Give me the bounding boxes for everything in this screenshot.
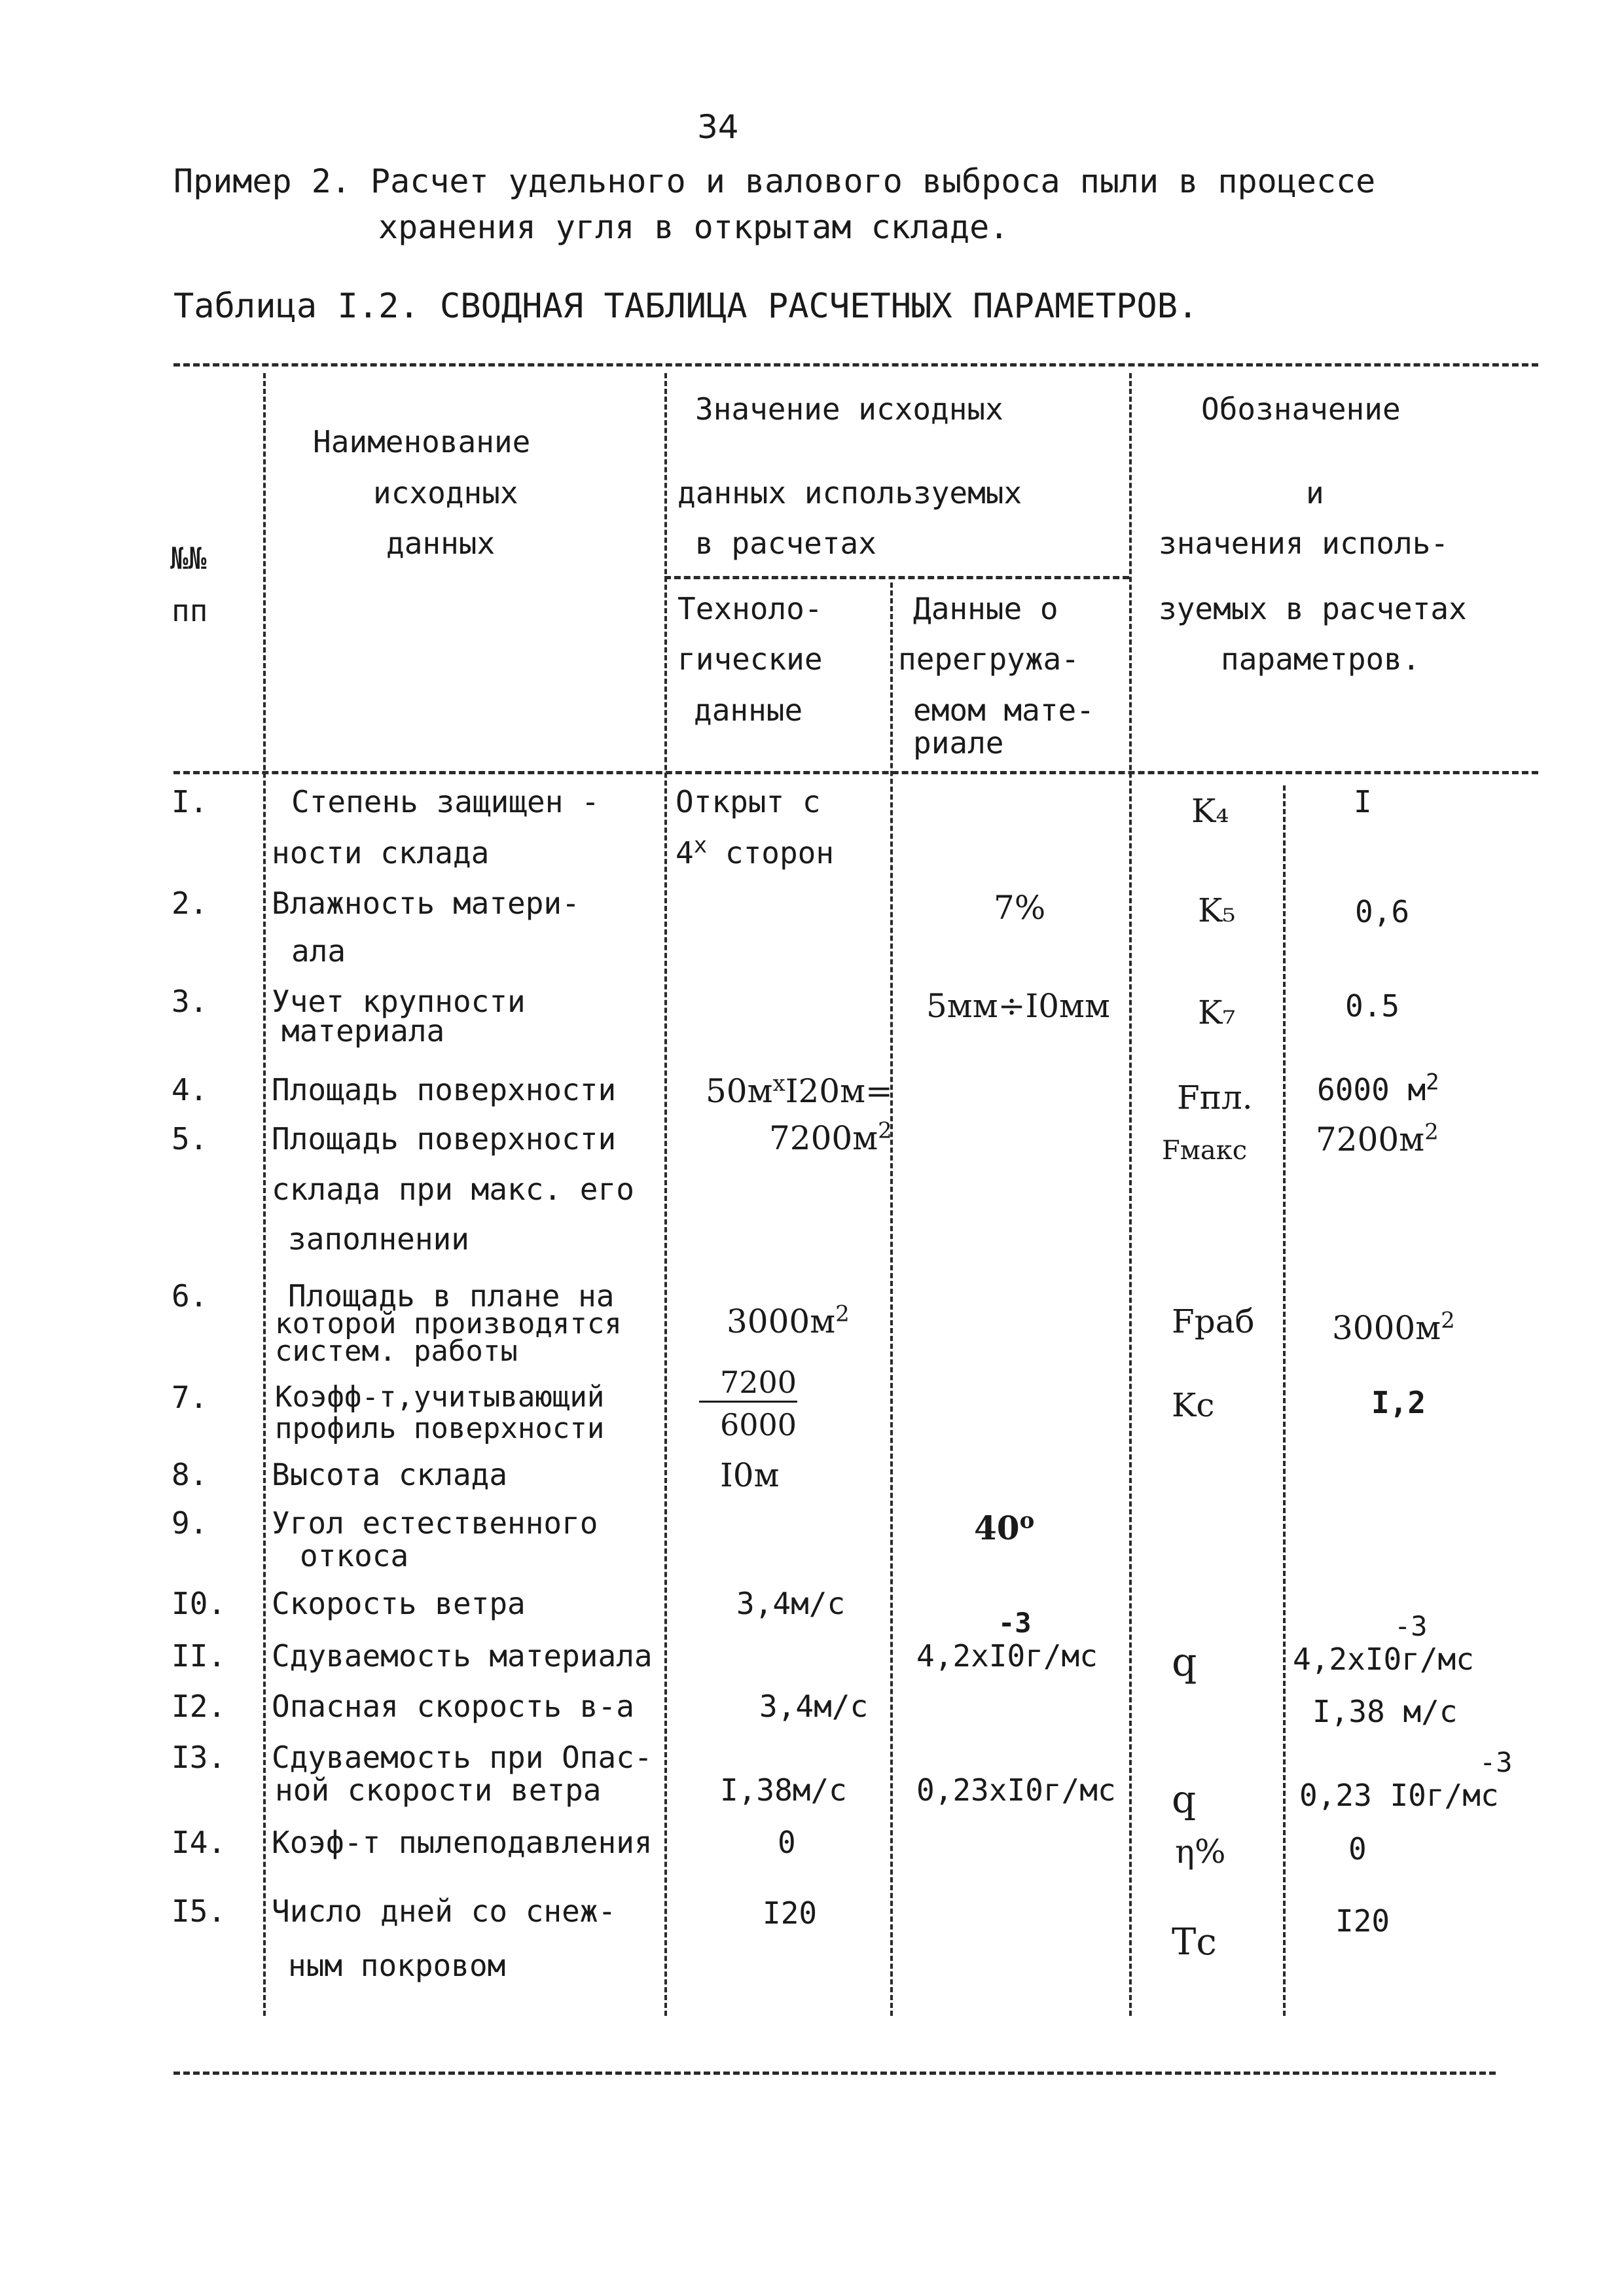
- row-1-symbol: K₄: [1191, 792, 1229, 830]
- header-subdivider-rule: [664, 576, 1129, 579]
- row-2-symbol: K₅: [1198, 891, 1236, 929]
- row-9-name-line-1: Угол естественного: [272, 1505, 598, 1541]
- row-7-name-line-1: Коэфф-т,учитывающий: [275, 1380, 605, 1414]
- row-15-name-line-1: Число дней со снеж-: [272, 1893, 617, 1929]
- row-15-tech: I20: [763, 1895, 818, 1931]
- table-top-rule: [173, 363, 1538, 367]
- row-6-name-line-3: систем. работы: [275, 1335, 518, 1368]
- header-name-1: Наименование: [313, 424, 531, 459]
- row-3-symbol: K₇: [1198, 994, 1236, 1031]
- header-tech-1: Техноло-: [677, 591, 823, 626]
- page-number: 34: [697, 108, 739, 146]
- row-4-symbol: Fпл.: [1177, 1079, 1253, 1117]
- row-2-value: 0,6: [1355, 894, 1410, 929]
- row-14-number: I4.: [171, 1825, 226, 1860]
- row-4-name-line-1: Площадь поверхности: [272, 1072, 617, 1107]
- row-11-material-exponent: -3: [998, 1607, 1032, 1639]
- row-2-material: 7%: [994, 889, 1046, 927]
- example-heading-line-2: хранения угля в открытам складе.: [378, 208, 1009, 246]
- row-2-number: 2.: [171, 886, 208, 921]
- row-10-number: I0.: [171, 1586, 226, 1621]
- row-13-name-line-2: ной скорости ветра: [275, 1772, 602, 1808]
- row-2-name-line-2: ала: [291, 933, 346, 969]
- row-7-value: I,2: [1371, 1385, 1426, 1420]
- row-14-name-line-1: Коэф-т пылеподавления: [272, 1825, 653, 1860]
- row-13-symbol: q: [1172, 1777, 1197, 1821]
- row-3-number: 3.: [171, 984, 208, 1019]
- row-11-symbol: q: [1172, 1640, 1197, 1685]
- header-num-2: пп: [171, 593, 208, 628]
- row-2-name-line-1: Влажность матери-: [272, 886, 580, 921]
- row-7-name-line-2: профиль поверхности: [275, 1412, 605, 1445]
- header-designation-5: параметров.: [1221, 641, 1420, 677]
- header-bottom-rule: [173, 771, 1538, 774]
- row-5-value: $7200м^2$: [1316, 1119, 1439, 1158]
- row-15-symbol: Tс: [1172, 1921, 1217, 1964]
- row-11-value: 4,2хI0г/мс: [1293, 1641, 1474, 1677]
- row-13-value: 0,23 I0г/мс: [1299, 1778, 1499, 1813]
- row-5-symbol: Fмакс: [1162, 1136, 1248, 1166]
- row-10-tech: 3,4м/с: [736, 1586, 846, 1621]
- row-4-tech: $50м^хI20м=$: [706, 1070, 893, 1110]
- row-8-name-line-1: Высота склада: [272, 1457, 508, 1492]
- column-separator-5: [1283, 785, 1286, 2016]
- column-separator-1: [263, 373, 266, 2016]
- row-6-number: 6.: [171, 1278, 208, 1314]
- row-11-name-line-1: Сдуваемость материала: [272, 1638, 653, 1674]
- header-tech-3: данные: [694, 692, 803, 728]
- row-3-value: 0.5: [1345, 988, 1400, 1024]
- row-1-number: I.: [171, 784, 208, 819]
- row-11-value-exponent: -3: [1394, 1610, 1428, 1642]
- row-6-name-line-1: Площадь в плане на: [288, 1278, 615, 1314]
- row-6-value: $3000м^2$: [1332, 1307, 1455, 1347]
- row-15-number: I5.: [171, 1893, 226, 1929]
- table-bottom-rule: [173, 2072, 1496, 2075]
- header-designation-2: и: [1306, 475, 1324, 511]
- header-values-2: данных используемых: [677, 475, 1022, 511]
- row-3-material: 5мм÷I0мм: [926, 987, 1110, 1025]
- row-13-tech: I,38м/с: [720, 1772, 847, 1808]
- row-6-name-line-2: которой производятся: [275, 1307, 622, 1340]
- row-6-symbol: Fраб: [1172, 1302, 1255, 1340]
- header-designation-1: Обозначение: [1201, 391, 1401, 427]
- row-5-name-line-2: склада при макс. его: [272, 1172, 634, 1207]
- row-4-number: 4.: [171, 1072, 208, 1107]
- row-9-material: $40^о$: [974, 1507, 1035, 1547]
- table-caption: Таблица I.2. СВОДНАЯ ТАБЛИЦА РАСЧЕТНЫХ ПАРАМЕТРОВ.: [173, 287, 1199, 326]
- header-values-3: в расчетах: [695, 526, 876, 561]
- row-10-name-line-1: Скорость ветра: [272, 1586, 526, 1621]
- row-3-name-line-2: материала: [281, 1013, 445, 1049]
- row-9-number: 9.: [171, 1505, 208, 1541]
- column-separator-2: [664, 373, 667, 2016]
- row-4-value: 6000 $м^2$: [1317, 1069, 1439, 1107]
- row-5-number: 5.: [171, 1121, 208, 1157]
- row-13-name-line-1: Сдуваемость при Опас-: [272, 1740, 653, 1775]
- row-5-tech: $7200м^2$: [769, 1117, 892, 1157]
- row-13-material: 0,23хI0г/мс: [916, 1772, 1116, 1808]
- row-12-number: I2.: [171, 1689, 226, 1724]
- header-material-4: риале: [913, 725, 1004, 761]
- example-heading-line-1: Пример 2. Расчет удельного и валового выброса пыли в процессе: [173, 162, 1376, 200]
- row-3-name-line-1: Учет крупности: [272, 984, 526, 1019]
- row-12-tech: 3,4м/с: [759, 1689, 869, 1724]
- row-13-value-exponent: -3: [1479, 1746, 1513, 1778]
- column-separator-3: [890, 583, 893, 2016]
- row-13-number: I3.: [171, 1740, 226, 1775]
- header-values-1: Значение исходных: [695, 391, 1003, 427]
- row-7-number: 7.: [171, 1380, 208, 1415]
- row-11-number: II.: [171, 1638, 226, 1674]
- header-material-1: Данные о: [913, 591, 1058, 626]
- row-7-symbol: Kс: [1172, 1386, 1215, 1424]
- row-8-number: 8.: [171, 1457, 208, 1492]
- row-5-name-line-3: заполнении: [288, 1221, 469, 1257]
- row-1-value: I: [1354, 784, 1372, 819]
- row-14-tech: 0: [778, 1825, 796, 1860]
- header-material-3: емом мате-: [913, 692, 1094, 728]
- header-designation-4: зуемых в расчетах: [1159, 591, 1467, 626]
- row-11-material: 4,2хI0г/мс: [916, 1638, 1098, 1674]
- row-6-tech: $3000м^2$: [727, 1300, 850, 1340]
- header-tech-2: гические: [677, 641, 823, 677]
- row-1-name-line-1: Степень защищен -: [291, 784, 600, 819]
- row-7-fraction-bar: [699, 1401, 797, 1403]
- column-separator-4: [1129, 373, 1132, 2016]
- row-1-name-line-2: ности склада: [272, 835, 490, 870]
- row-8-tech: I0м: [720, 1456, 780, 1494]
- row-1-tech-line-1: Открыт с: [676, 784, 821, 819]
- row-7-tech-denominator: 6000: [720, 1407, 797, 1443]
- header-designation-3: значения исполь-: [1159, 526, 1449, 561]
- row-7-tech-numerator: 7200: [720, 1365, 797, 1400]
- header-name-2: исходных: [373, 475, 518, 511]
- row-15-name-line-2: ным покровом: [288, 1948, 506, 1983]
- row-5-name-line-1: Площадь поверхности: [272, 1121, 617, 1157]
- row-15-value: I20: [1335, 1903, 1390, 1939]
- row-12-name-line-1: Опасная скорость в-а: [272, 1689, 634, 1724]
- header-material-2: перегружа-: [898, 641, 1079, 677]
- header-num-1: №№: [170, 541, 207, 576]
- row-14-symbol: η%: [1175, 1833, 1226, 1871]
- row-9-name-line-2: откоса: [300, 1538, 409, 1573]
- row-14-value: 0: [1348, 1831, 1367, 1867]
- header-name-3: данных: [386, 526, 496, 561]
- row-12-value: I,38 м/с: [1312, 1694, 1458, 1729]
- row-1-tech-line-2: $4^х$ сторон: [676, 832, 835, 870]
